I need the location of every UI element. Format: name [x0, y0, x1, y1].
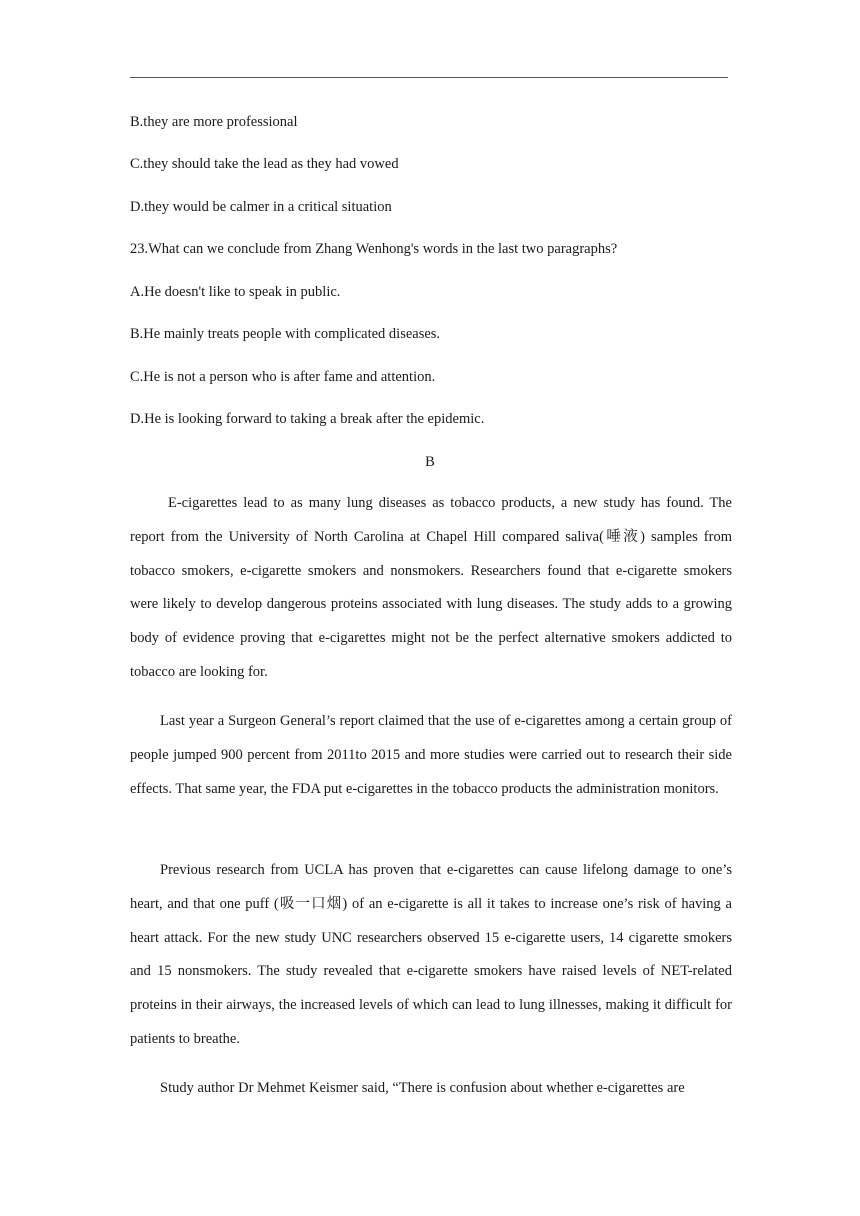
option-q23-c: C.He is not a person who is after fame and attention. [130, 369, 436, 385]
option-q22-d: D.they would be calmer in a critical situation [130, 199, 392, 215]
option-q23-b: B.He mainly treats people with complicated diseases. [130, 326, 441, 342]
passage-paragraph-3: Previous research from UCLA has proven that e-cigarettes can cause lifelong damage to one’s heart, and that one puff (吸一口烟) of an e-cigarette is all it takes to increase one’s risk of having a heart attack. For the new study UNC researchers observed 15 e-cigarette users, 14 cigarette smokers and 15 nonsmokers. The study revealed that e-cigarette smokers have raised levels of NET-related proteins in their airways, the increased levels of which can lead to lung illnesses, making it difficult for patients to breathe. [130, 862, 732, 1047]
option-q22-c: C.they should take the lead as they had vowed [130, 156, 399, 172]
option-q22-b: B.they are more professional [130, 114, 298, 130]
question-23-stem: 23.What can we conclude from Zhang Wenhong's words in the last two paragraphs? [130, 241, 618, 257]
header-rule [130, 77, 728, 78]
passage-paragraph-1: E-cigarettes lead to as many lung diseases as tobacco products, a new study has found. The report from the University of North Carolina at Chapel Hill compared saliva(唾液) samples from tobacco smokers, e-cigarette smokers and nonsmokers. Researchers found that e-cigarette smokers were likely to develop dangerous proteins associated with lung diseases. The study adds to a growing body of evidence proving that e-cigarettes might not be the perfect alternative smokers addicted to tobacco are looking for. [130, 495, 732, 680]
option-q23-d: D.He is looking forward to taking a break after the epidemic. [130, 411, 485, 427]
passage-paragraph-4: Study author Dr Mehmet Keismer said, “There is confusion about whether e-cigarettes are [160, 1080, 685, 1096]
option-q23-a: A.He doesn't like to speak in public. [130, 284, 341, 300]
section-letter: B [425, 454, 435, 470]
passage-paragraph-2: Last year a Surgeon General’s report claimed that the use of e-cigarettes among a certain group of people jumped 900 percent from 2011to 2015 and more studies were carried out to research their side effects. That same year, the FDA put e-cigarettes in the tobacco products the administration monitors. [130, 713, 732, 797]
